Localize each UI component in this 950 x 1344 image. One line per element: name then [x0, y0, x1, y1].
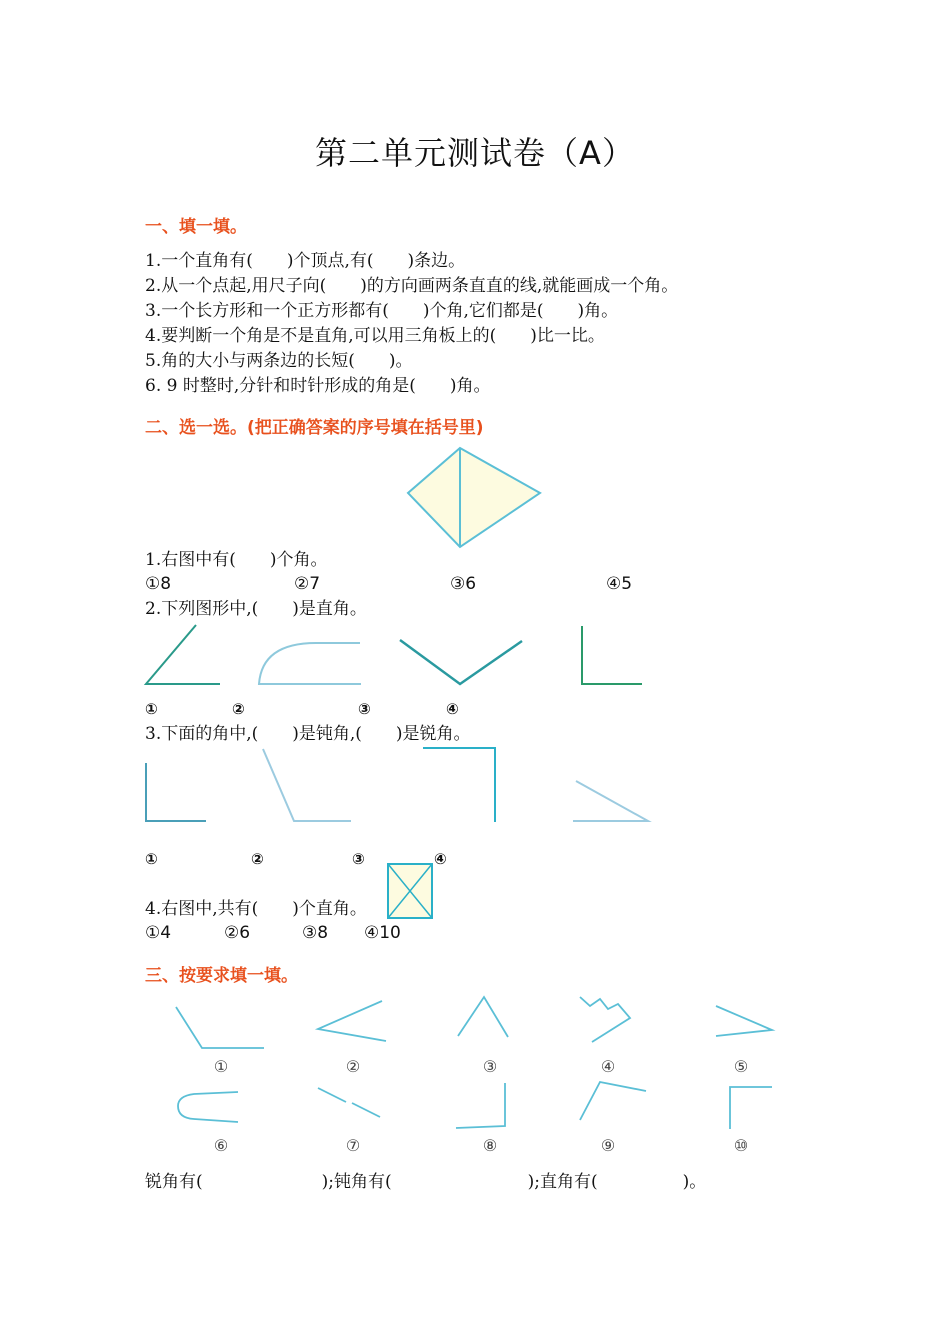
- section3-heading: 三、按要求填一填。: [145, 966, 298, 986]
- q1-option-3: ③6: [450, 574, 477, 594]
- fill-question-6: 6. 9 时整时,分针和时针形成的角是( )角。: [145, 376, 491, 396]
- fill-question-2: 2.从一个点起,用尺子向( )的方向画两条直直的线,就能画成一个角。: [145, 276, 679, 296]
- q1-option-1: ①8: [145, 574, 172, 594]
- q2-figure-2: [259, 643, 361, 684]
- angle-7b: [352, 1103, 380, 1117]
- q4-option-4: ④10: [364, 923, 401, 943]
- q1-option-2: ②7: [294, 574, 321, 594]
- section1-heading: 一、填一填。: [145, 217, 247, 237]
- angle-3: [458, 997, 508, 1037]
- angle-4: [580, 997, 630, 1042]
- angle-number-6: ⑥: [213, 1136, 229, 1155]
- fill-question-4: 4.要判断一个角是不是直角,可以用三角板上的( )比一比。: [145, 326, 605, 346]
- q4-option-1: ①4: [145, 923, 172, 943]
- angle-number-5: ⑤: [733, 1057, 749, 1076]
- q3-figure-1: [146, 763, 206, 821]
- angle-number-2: ②: [345, 1057, 361, 1076]
- section2-heading: 二、选一选。(把正确答案的序号填在括号里): [145, 418, 484, 438]
- angle-5: [716, 1006, 772, 1036]
- kite-figure: [408, 448, 540, 547]
- angle-7: [318, 1088, 346, 1102]
- angle-number-3: ③: [482, 1057, 498, 1076]
- angle-10: [730, 1087, 772, 1129]
- q3-label-1: ①: [145, 850, 158, 868]
- angle-6: [178, 1092, 238, 1122]
- angle-number-10: ⑩: [733, 1136, 749, 1155]
- page-title: 第二单元测试卷（A）: [315, 134, 635, 172]
- angle-number-7: ⑦: [345, 1136, 361, 1155]
- fill-question-5: 5.角的大小与两条边的长短( )。: [145, 351, 413, 371]
- q2-figure-3: [400, 640, 522, 684]
- q2-figure-1: [146, 625, 220, 684]
- q3-figure-2: [263, 749, 351, 821]
- angle-number-4: ④: [600, 1057, 616, 1076]
- q4-option-3: ③8: [302, 923, 329, 943]
- square-diagonals-figure: [388, 864, 432, 918]
- q3-label-4: ④: [434, 850, 447, 868]
- q2-label-4: ④: [446, 700, 459, 718]
- q2-label-2: ②: [232, 700, 245, 718]
- fill-question-3: 3.一个长方形和一个正方形都有( )个角,它们都是( )角。: [145, 301, 619, 321]
- choice-question-3: 3.下面的角中,( )是钝角,( )是锐角。: [145, 724, 471, 744]
- choice-question-4: 4.右图中,共有( )个直角。: [145, 899, 367, 919]
- q3-figure-4: [573, 781, 648, 821]
- angle-number-9: ⑨: [600, 1136, 616, 1155]
- angle-number-1: ①: [213, 1057, 229, 1076]
- fill-question-1: 1.一个直角有( )个顶点,有( )条边。: [145, 251, 466, 271]
- q2-figure-4: [582, 626, 642, 684]
- q4-option-2: ②6: [224, 923, 251, 943]
- section3-answer-line: 锐角有( );钝角有( );直角有( )。: [145, 1172, 707, 1192]
- q3-figure-3: [423, 748, 495, 822]
- angle-1: [176, 1007, 264, 1048]
- angle-number-8: ⑧: [482, 1136, 498, 1155]
- q3-label-3: ③: [352, 850, 365, 868]
- angle-8: [456, 1083, 505, 1128]
- choice-question-1: 1.右图中有( )个角。: [145, 550, 328, 570]
- q2-label-1: ①: [145, 700, 158, 718]
- q1-option-4: ④5: [606, 574, 633, 594]
- q2-label-3: ③: [358, 700, 371, 718]
- choice-question-2: 2.下列图形中,( )是直角。: [145, 599, 367, 619]
- angle-2: [318, 1001, 386, 1041]
- q3-label-2: ②: [251, 850, 264, 868]
- angle-9: [580, 1082, 646, 1120]
